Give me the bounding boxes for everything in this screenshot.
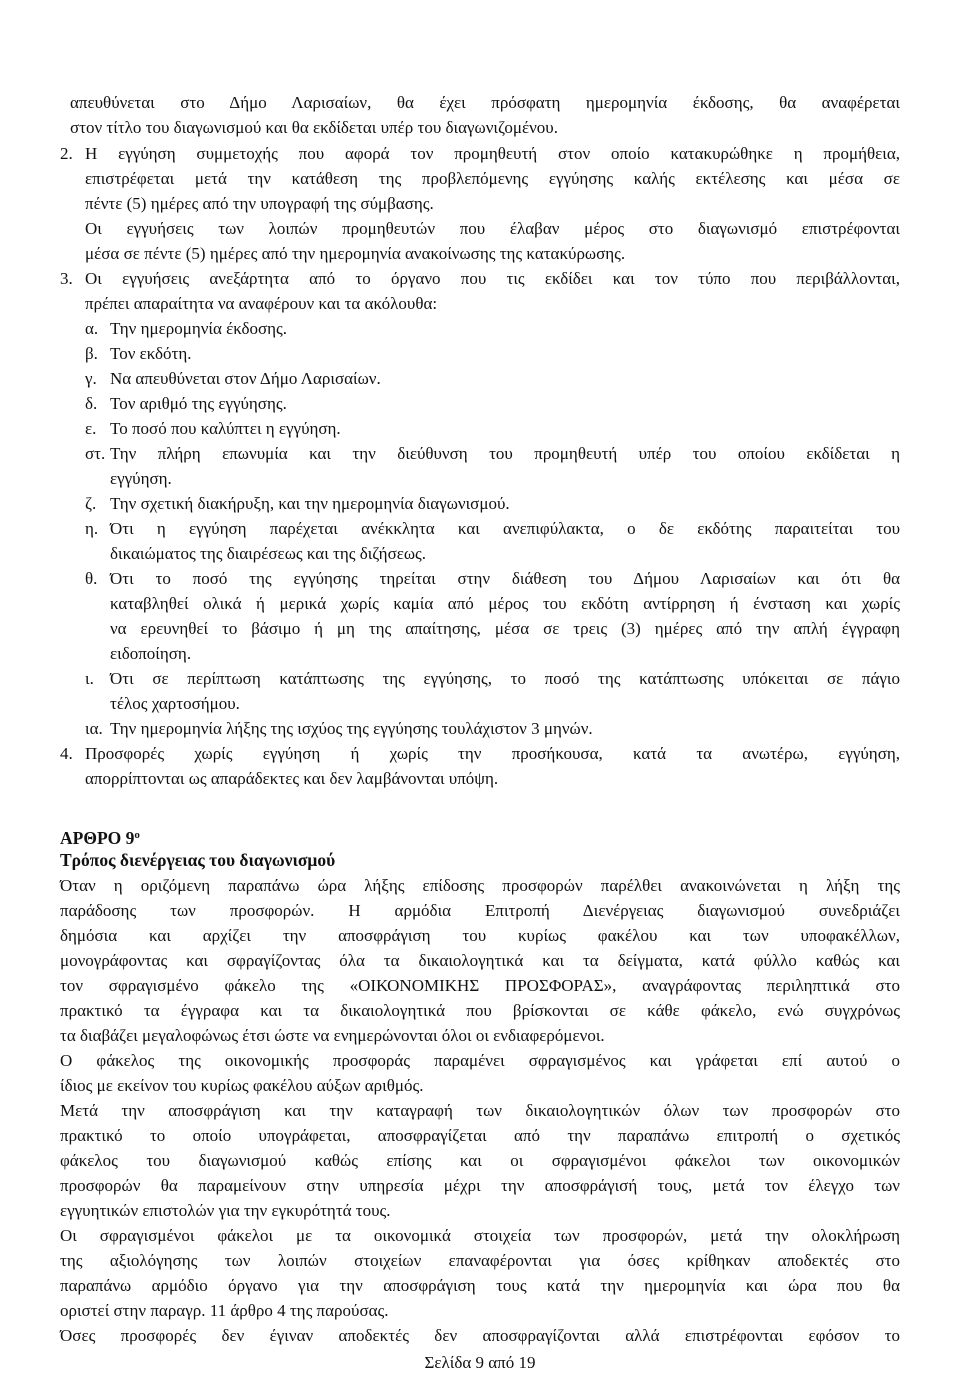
paragraph-line: της αξιολόγησης των λοιπών στοιχείων επαναφέρονται για όσες κρίθηκαν αποδεκτές στο <box>60 1251 900 1270</box>
subitem-text: Ότι το ποσό της εγγύησης τηρείται στην διάθεση του Δήμου Λαρισαίων και ότι θα <box>110 569 900 588</box>
subitem-marker: θ. <box>85 569 98 588</box>
list-number: 4. <box>60 744 73 763</box>
page-number: Σελίδα 9 από 19 <box>424 1353 536 1372</box>
subitem-text: Το ποσό που καλύπτει η εγγύηση. <box>110 419 341 438</box>
item4-line: Προσφορές χωρίς εγγύηση ή χωρίς την προσήκουσα, κατά τα ανωτέρω, εγγύηση, <box>85 744 900 763</box>
list-number: 2. <box>60 144 73 163</box>
subitem-marker: ια. <box>85 719 103 738</box>
subitem-text: Ότι σε περίπτωση κατάπτωσης της εγγύησης, το ποσό της κατάπτωσης υπόκειται σε πάγιο <box>110 669 900 688</box>
paragraph-line: προσφορών θα παραμείνουν στην υπηρεσία μέχρι την αποσφράγισή τους, μετά τον έλεγχο των <box>60 1176 900 1195</box>
paragraph-line: παραπάνω αρμόδιο όργανο για την αποσφράγιση τους κατά την ημερομηνία και ώρα που θα <box>60 1276 900 1295</box>
subitem-text: Την πλήρη επωνυμία και την διεύθυνση του προμηθευτή υπέρ του οποίου εκδίδεται η <box>110 444 900 463</box>
paragraph-line: μονογράφοντας και σφραγίζοντας όλα τα δικαιολογητικά και τα δείγματα, κατά φύλλο καθώς και <box>60 951 900 970</box>
subitem-text: Τον αριθμό της εγγύησης. <box>110 394 287 413</box>
article-subtitle: Τρόπος διενέργειας του διαγωνισμού <box>60 850 336 870</box>
paragraph-line: ίδιος με εκείνον του κυρίως φακέλου αύξων αριθμός. <box>60 1076 424 1095</box>
paragraph-line: πρακτικό τα έγγραφα και τα δικαιολογητικά που βρίσκονται σε κάθε φάκελο, ενώ συγχρόνως <box>60 1001 900 1020</box>
article-heading-superscript: ο <box>134 829 140 841</box>
item2-line: μέσα σε πέντε (5) ημέρες από την ημερομηνία ανακοίνωσης της κατακύρωσης. <box>85 244 626 263</box>
item3-line: πρέπει απαραίτητα να αναφέρουν και τα ακόλουθα: <box>85 294 438 313</box>
item2-line: πέντε (5) ημέρες από την υπογραφή της σύμβασης. <box>85 194 434 213</box>
item3-line: Οι εγγυήσεις ανεξάρτητα από το όργανο που τις εκδίδει και τον τύπο που περιβάλλονται, <box>85 269 900 288</box>
paragraph-line: δημόσια και αρχίζει την αποσφράγιση του κυρίως φακέλου και των υποφακέλλων, <box>60 926 900 945</box>
item2-line: Οι εγγυήσεις των λοιπών προμηθευτών που έλαβαν μέρος στο διαγωνισμό επιστρέφονται <box>85 219 900 238</box>
paragraph-line: Ο φάκελος της οικονομικής προσφοράς παραμένει σφραγισμένος και γράφεται επί αυτού ο <box>60 1051 900 1070</box>
item2-line: επιστρέφεται μετά την κατάθεση της προβλεπόμενης εγγύησης καλής εκτέλεσης και μέσα σε <box>85 169 900 188</box>
subitem-text: ειδοποίηση. <box>110 644 192 663</box>
subitem-text: Την σχετική διακήρυξη, και την ημερομηνία διαγωνισμού. <box>110 494 510 513</box>
subitem-text: εγγύηση. <box>110 469 172 488</box>
paragraph-line: Οι σφραγισμένοι φάκελοι με τα οικονομικά στοιχεία των προσφορών, μετά την ολοκλήρωση <box>60 1226 900 1245</box>
paragraph-line: Μετά την αποσφράγιση και την καταγραφή των δικαιολογητικών όλων των προσφορών στο <box>60 1101 900 1120</box>
subitem-text: καταβληθεί ολικά ή μερικά χωρίς καμία από μέρος του εκδότη αντίρρηση ή ένσταση και χωρίς <box>110 594 900 613</box>
item4-line: απορρίπτονται ως απαράδεκτες και δεν λαμβάνονται υπόψη. <box>85 769 499 788</box>
subitem-marker: στ. <box>85 444 106 463</box>
paragraph-line: φάκελος του διαγωνισμού καθώς επίσης και οι σφραγισμένοι φάκελοι των οικονομικών <box>60 1151 900 1170</box>
subitem-text: Τον εκδότη. <box>110 344 192 363</box>
paragraph-line: πρακτικό το οποίο υπογράφεται, αποσφραγίζεται από την παραπάνω επιτροπή ο σχετικός <box>60 1126 900 1145</box>
item2-line: Η εγγύηση συμμετοχής που αφορά τον προμηθευτή στον οποίο κατακυρώθηκε η προμήθεια, <box>85 144 900 163</box>
subitem-text: τέλος χαρτοσήμου. <box>110 694 240 713</box>
subitem-text: Να απευθύνεται στον Δήμο Λαρισαίων. <box>110 369 381 388</box>
paragraph-line: παράδοσης των προσφορών. Η αρμόδια Επιτροπή Διενέργειας διαγωνισμού συνεδριάζει <box>60 901 900 920</box>
paragraph-line: τον σφραγισμένο φάκελο της «ΟΙΚΟΝΟΜΙΚΗΣ ΠΡΟΣΦΟΡΑΣ», αναγράφοντας περιληπτικά στο <box>60 976 900 995</box>
paragraph-line: Όσες προσφορές δεν έγιναν αποδεκτές δεν αποσφραγίζονται αλλά επιστρέφονται εφόσον το <box>60 1326 900 1345</box>
article-heading: ΑΡΘΡΟ $9^o$ <box>60 828 140 848</box>
list-number: 3. <box>60 269 73 288</box>
subitem-marker: η. <box>85 519 99 538</box>
subitem-text: Ότι η εγγύηση παρέχεται ανέκκλητα και ανεπιφύλακτα, ο δε εκδότης παραιτείται του <box>110 519 900 538</box>
paragraph-line: οριστεί στην παραγρ. 11 άρθρο 4 της παρούσας. <box>60 1301 389 1320</box>
subitem-marker: α. <box>85 319 99 338</box>
paragraph-line: εγγυητικών επιστολών για την εγκυρότητά τους. <box>60 1201 391 1220</box>
subitem-marker: ι. <box>85 669 94 688</box>
subitem-text: δικαιώματος της διαιρέσεως και της διζήσεως. <box>110 544 427 563</box>
subitem-marker: β. <box>85 344 98 363</box>
paragraph-line: Όταν η οριζόμενη παραπάνω ώρα λήξης επίδοσης προσφορών παρέλθει ανακοινώνεται η λήξη της <box>60 876 900 895</box>
subitem-marker: δ. <box>85 394 98 413</box>
intro-line: στον τίτλο του διαγωνισμού και θα εκδίδεται υπέρ του διαγωνιζομένου. <box>70 118 558 137</box>
subitem-text: Την ημερομηνία λήξης της ισχύος της εγγύησης τουλάχιστον 3 μηνών. <box>110 719 593 738</box>
subitem-text: Την ημερομηνία έκδοσης. <box>110 319 288 338</box>
subitem-marker: γ. <box>85 369 97 388</box>
subitem-marker: ζ. <box>85 494 97 513</box>
subitem-text: να ερευνηθεί το βάσιμο ή μη της απαίτησης, μέσα σε τρεις (3) ημέρες από την απλή έγγραφη <box>110 619 900 638</box>
paragraph-line: τα διαβάζει μεγαλοφώνως έτσι ώστε να ενημερώνονται όλοι οι ενδιαφερόμενοι. <box>60 1026 605 1045</box>
intro-line: απευθύνεται στο Δήμο Λαρισαίων, θα έχει πρόσφατη ημερομηνία έκδοσης, θα αναφέρεται <box>70 93 900 112</box>
subitem-marker: ε. <box>85 419 97 438</box>
